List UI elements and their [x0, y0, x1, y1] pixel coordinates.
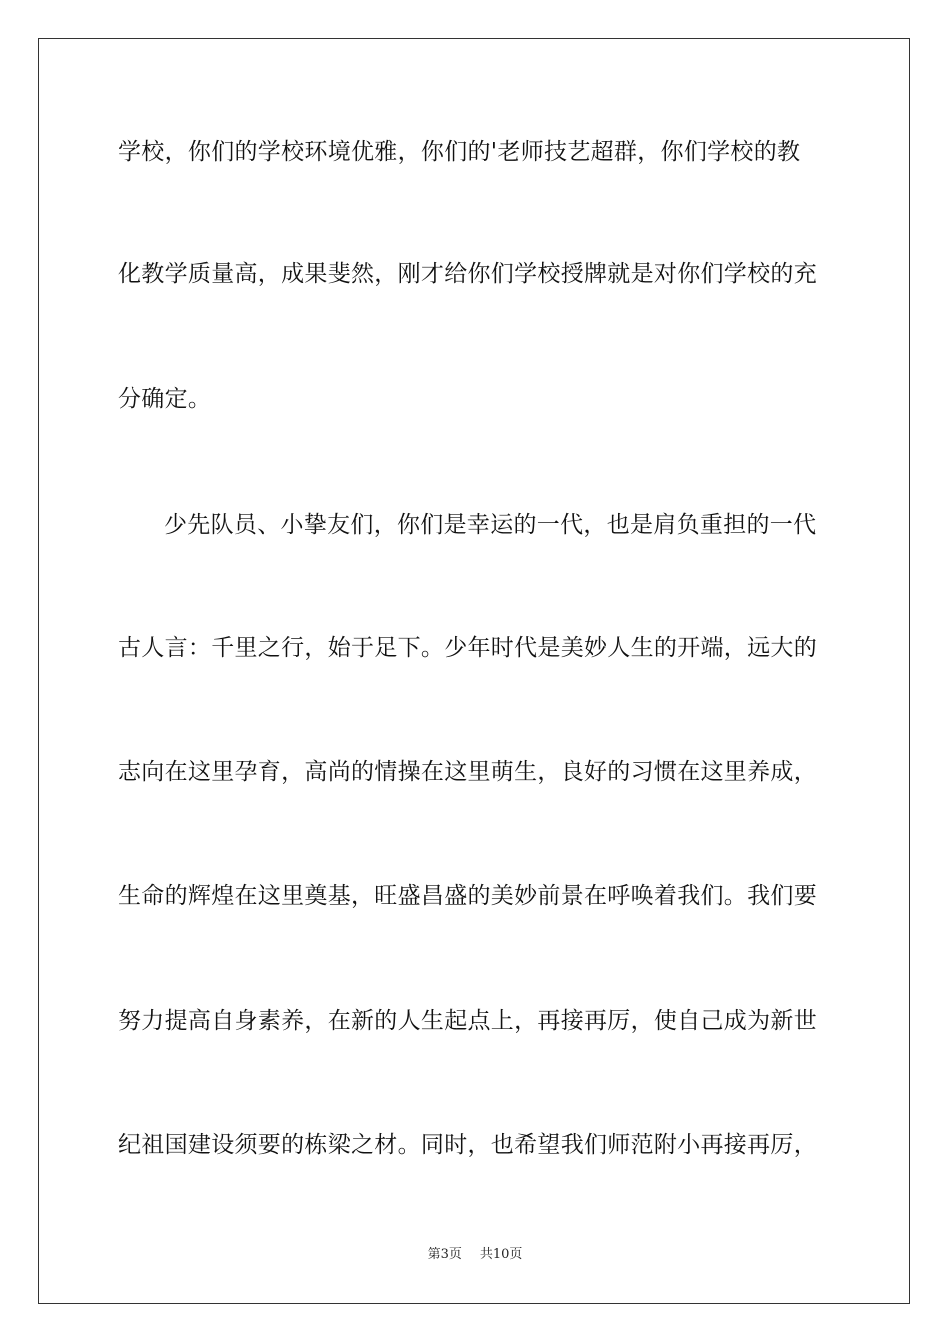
page-total: 共10页	[479, 1247, 523, 1262]
paragraph-line-7: 生命的辉煌在这里奠基，旺盛昌盛的美妙前景在呼唤着我们。我们要	[118, 883, 817, 909]
page-footer	[0, 1246, 950, 1264]
page-number: 第3页	[427, 1247, 462, 1262]
paragraph-line-2: 化教学质量高，成果斐然，刚才给你们学校授牌就是对你们学校的充	[118, 261, 817, 287]
paragraph-line-5: 古人言：千里之行，始于足下。少年时代是美妙人生的开端，远大的	[118, 635, 817, 661]
paragraph-line-6: 志向在这里孕育，高尚的情操在这里萌生，良好的习惯在这里养成，	[118, 759, 817, 785]
paragraph-line-1: 学校，你们的学校环境优雅，你们的'老师技艺超群，你们学校的教	[118, 139, 801, 165]
paragraph-line-4: 少先队员、小挚友们，你们是幸运的一代，也是肩负重担的一代	[164, 512, 817, 538]
paragraph-line-8: 努力提高自身素养，在新的人生起点上，再接再厉，使自己成为新世	[118, 1008, 817, 1034]
paragraph-line-3: 分确定。	[118, 386, 212, 412]
page-border	[38, 38, 910, 1304]
paragraph-line-9: 纪祖国建设须要的栋梁之材。同时，也希望我们师范附小再接再厉，	[118, 1132, 817, 1158]
